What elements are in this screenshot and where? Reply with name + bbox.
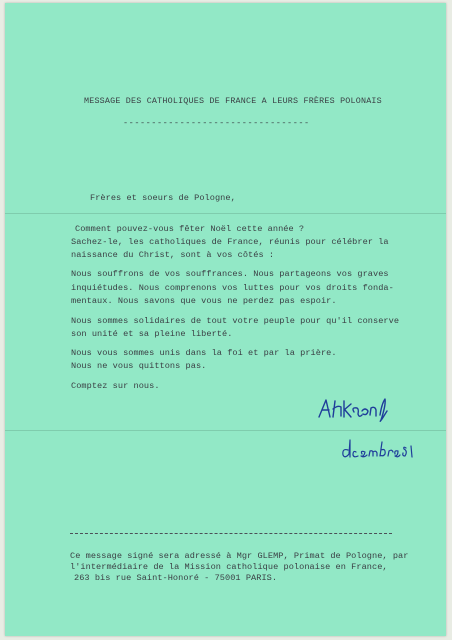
- body-line: Nous vous sommes unis dans la foi et par la prière.: [71, 348, 337, 358]
- body-line: son unité et sa pleine liberté.: [71, 329, 233, 339]
- body-line: Comment pouvez-vous fêter Noël cette année ?: [75, 224, 305, 234]
- body-line: Comptez sur nous.: [71, 381, 160, 391]
- body-line: mentaux. Nous savons que vous ne perdez pas espoir.: [71, 296, 337, 306]
- body-line: Nous ne vous quittons pas.: [71, 361, 207, 371]
- body-line: Nous sommes solidaires de tout votre peuple pour qu'il conserve: [71, 316, 400, 326]
- footer-line: Ce message signé sera adressé à Mgr GLEMP, Primat de Pologne, par: [70, 551, 409, 561]
- footer-divider: [70, 533, 392, 534]
- title-underline: ---------------------------------: [123, 118, 310, 128]
- handwritten-date: [340, 436, 420, 467]
- footer-line: 263 bis rue Saint-Honoré - 75001 PARIS.: [74, 573, 278, 583]
- footer-line: l'intermédiaire de la Mission catholique polonaise en France,: [70, 562, 388, 572]
- handwritten-signature: [316, 393, 396, 428]
- body-line: naissance du Christ, sont à vos côtés :: [71, 250, 275, 260]
- salutation: Frères et soeurs de Pologne,: [90, 193, 236, 203]
- body-line: Sachez-le, les catholiques de France, réunis pour célébrer la: [71, 237, 389, 247]
- body-line: inquiétudes. Nous comprenons vos luttes pour vos droits fonda-: [71, 283, 394, 293]
- paper-fold: [5, 213, 446, 214]
- body-line: Nous souffrons de vos souffrances. Nous partageons vos graves: [71, 269, 389, 279]
- paper-fold: [5, 430, 446, 431]
- letter-title: MESSAGE DES CATHOLIQUES DE FRANCE A LEURS FRÈRES POLONAIS: [84, 96, 382, 106]
